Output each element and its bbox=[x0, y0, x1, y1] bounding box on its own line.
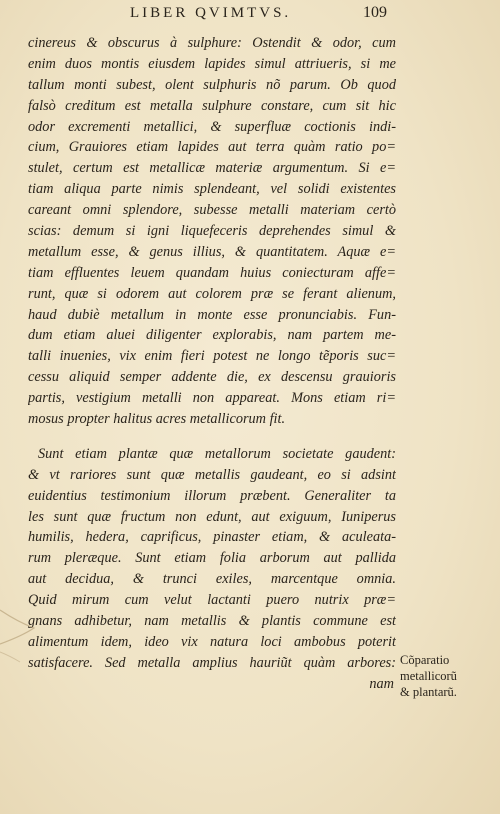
text-line: Sunt etiam plantæ quæ metallorum societate gaudent: bbox=[38, 445, 396, 462]
page-number: 109 bbox=[363, 4, 387, 21]
text-line: humilis, hedera, caprificus, pinaster etiam, & aculeata- bbox=[28, 529, 396, 546]
text-line: Quid mirum cum velut lactanti puero nutrix præ= bbox=[28, 592, 396, 609]
text-line: falsò creditum est metalla sulphure constare, cum sit hic bbox=[28, 97, 396, 114]
text-line: rum pleræque. Sunt etiam folia arborum aut pallida bbox=[28, 550, 396, 567]
text-line: euidentius testimonium illorum præbent. Generaliter ta bbox=[28, 487, 396, 504]
catchword: nam bbox=[369, 675, 394, 692]
text-line: cium, Grauiores etiam lapides aut terra quàm ratio po= bbox=[28, 139, 396, 156]
margin-note bbox=[400, 652, 490, 700]
text-line: careant omni splendore, subesse metalli materiam certò bbox=[28, 202, 396, 219]
main-text bbox=[28, 33, 396, 695]
text-line: cinereus & obscurus à sulphure: Ostendit & odor, cum bbox=[28, 35, 396, 51]
text-line: cessu aliquid semper addente die, ex descensu grauioris bbox=[28, 369, 396, 386]
text-line: alimentum idem, ideo vix natura loci ambobus poterit bbox=[28, 633, 396, 650]
text-line: & vt rariores sunt quæ metallis gaudeant, eo si adsint bbox=[28, 466, 396, 483]
text-line: haud dubiè metallum in monte esse pronunciabis. Fun- bbox=[28, 306, 396, 323]
text-line: gnans adhibetur, nam metallis & plantis commune est bbox=[28, 613, 396, 630]
text-line: tallum monti subest, olent sulphuris nõ parum. Ob quod bbox=[28, 76, 396, 93]
text-line: dum etiam aluei diligenter explorabis, nam partem me- bbox=[28, 327, 396, 344]
text-line: talli inuenies, vix enim fieri potest ne longo tẽporis suc= bbox=[28, 348, 396, 365]
text-line: scias: demum si igni liquefeceris deprehendes simul & bbox=[28, 223, 396, 240]
text-line: stulet, certum est metallicæ materiæ argumentum. Si e= bbox=[28, 160, 396, 177]
text-line: mosus propter halitus acres metallicorum fit. bbox=[28, 411, 286, 428]
text-line: enim duos montis eiusdem lapides simul attriueris, si me bbox=[28, 55, 396, 72]
margin-note-line: Cõparatio bbox=[400, 653, 450, 667]
text-line: satisfacere. Sed metalla amplius hauriũt quàm arbores: bbox=[28, 654, 396, 671]
text-line: tiam effluentes leuem quandam huius coniecturam affe= bbox=[28, 264, 396, 281]
margin-note-line: & plantarũ. bbox=[400, 685, 457, 699]
text-line: odor excrementi metallici, & superfluæ coctionis indi- bbox=[28, 118, 396, 135]
running-head: LIBER QVIMTVS. bbox=[130, 5, 292, 21]
page-header bbox=[0, 3, 500, 27]
text-line: aut decidua, & trunci exiles, marcentque omnia. bbox=[28, 571, 396, 588]
text-line: metallum esse, & genus illius, & quantitatem. Aquæ e= bbox=[28, 243, 396, 260]
text-line: runt, quæ si odorem aut colorem præ se ferant alienum, bbox=[28, 285, 396, 302]
margin-note-line: metallicorũ bbox=[400, 669, 457, 683]
text-line: les sunt quæ fructum non edunt, aut exiguum, Iuniperus bbox=[28, 508, 396, 525]
text-line: tiam aliqua parte nimis splendeant, vel solidi existentes bbox=[28, 181, 396, 198]
paragraph-gap bbox=[28, 430, 396, 444]
text-line: partis, vestigium metalli non appareat. Mons etiam ri= bbox=[28, 390, 396, 407]
